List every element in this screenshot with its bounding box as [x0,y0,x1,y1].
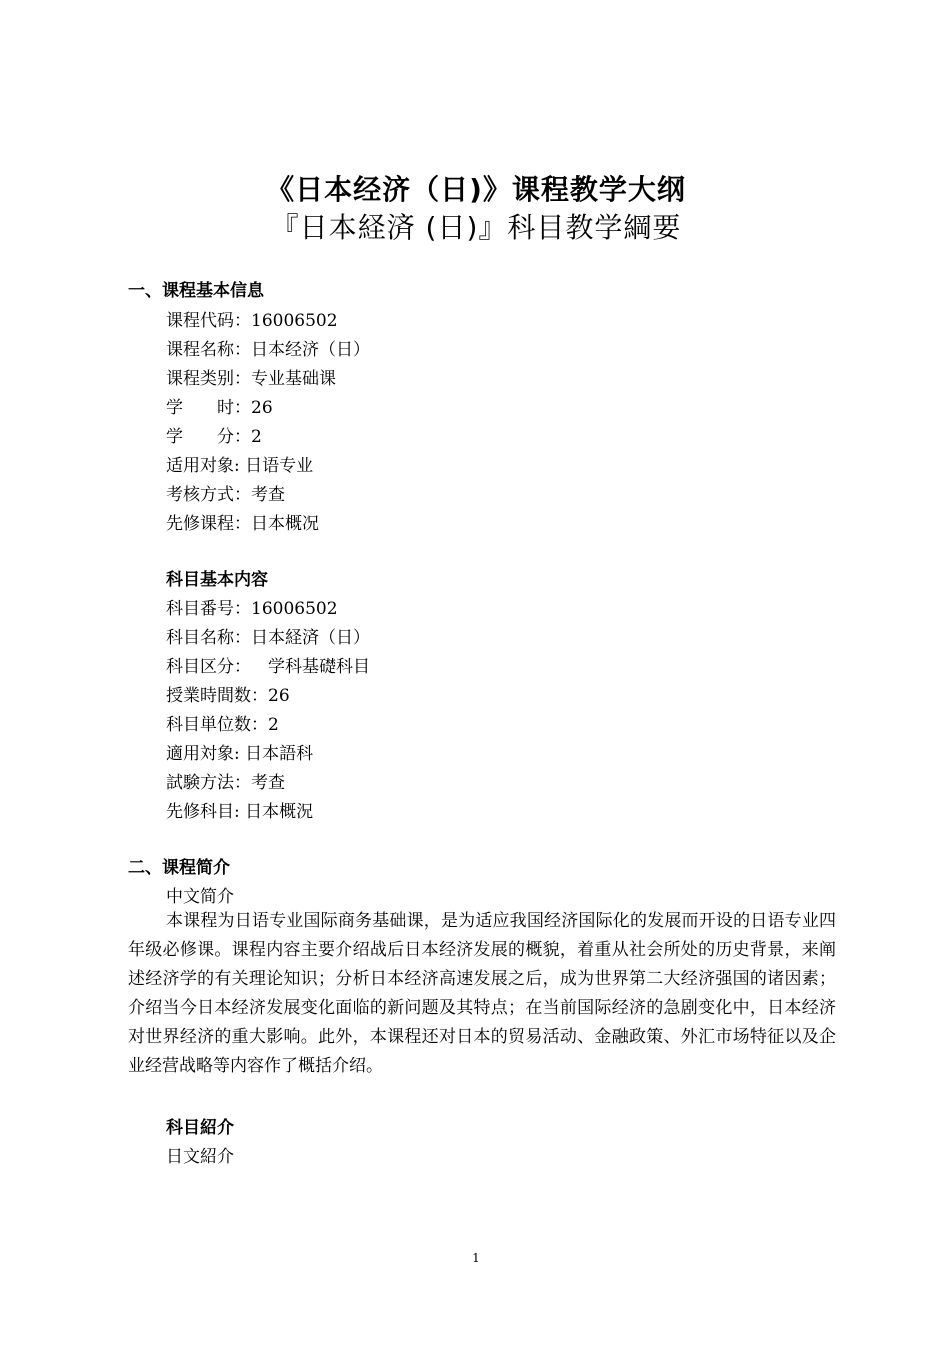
info-row-ja: 科目名称：日本経済（日） [166,628,370,648]
section1-ja-heading: 科目基本内容 [166,570,268,590]
document-title-zh: 《日本经济（日)》课程教学大纲 [266,173,686,206]
document-title-ja: 『日本経済 (日)』科目教学綱要 [270,211,682,244]
info-row: 考核方式：考查 [166,485,285,505]
info-row: 学 时：26 [166,398,273,418]
info-row: 课程代码：16006502 [166,311,338,331]
info-row-ja: 科目番号：16006502 [166,599,338,619]
section2-heading: 二、课程简介 [128,858,230,878]
info-row: 先修课程：日本概况 [166,514,319,534]
info-row: 课程名称：日本经济（日） [166,340,370,360]
info-row-ja: 先修科目: 日本概況 [166,802,314,822]
info-row: 课程类别：专业基础课 [166,369,336,389]
page-number: 1 [472,1251,480,1265]
section2-ja-heading: 科目紹介 [166,1118,234,1138]
info-row-ja: 試験方法：考查 [166,773,285,793]
info-row-ja: 授業時間数：26 [166,686,290,706]
ja-intro-label: 日文紹介 [166,1147,234,1167]
zh-intro-paragraph: 本课程为日语专业国际商务基础课，是为适应我国经济国际化的发展而开设的日语专业四年级必修课。课程内容主要介绍战后日本经济发展的概貌，着重从社会所处的历史背景，来阐述经济学的有关理论知识；分析日本经济高速发展之后，成为世界第二大经济强国的诸因素；介绍当今日本经济发展变化面临的新问题及其特点；在当前国际经济的急剧变化中，日本经济对世界经济的重大影响。此外，本课程还对日本的贸易活动、金融政策、外汇市场特征以及企业经营战略等内容作了概括介绍。 [128,911,836,1076]
info-row: 适用对象: 日语专业 [166,456,314,476]
zh-intro-label: 中文简介 [166,887,234,907]
info-row-ja: 科目区分： 学科基礎科目 [166,657,370,677]
info-row: 学 分：2 [166,427,262,447]
info-row-ja: 科目単位数：2 [166,715,279,735]
info-row-ja: 適用対象: 日本語科 [166,744,314,764]
section1-heading: 一、课程基本信息 [128,281,264,301]
